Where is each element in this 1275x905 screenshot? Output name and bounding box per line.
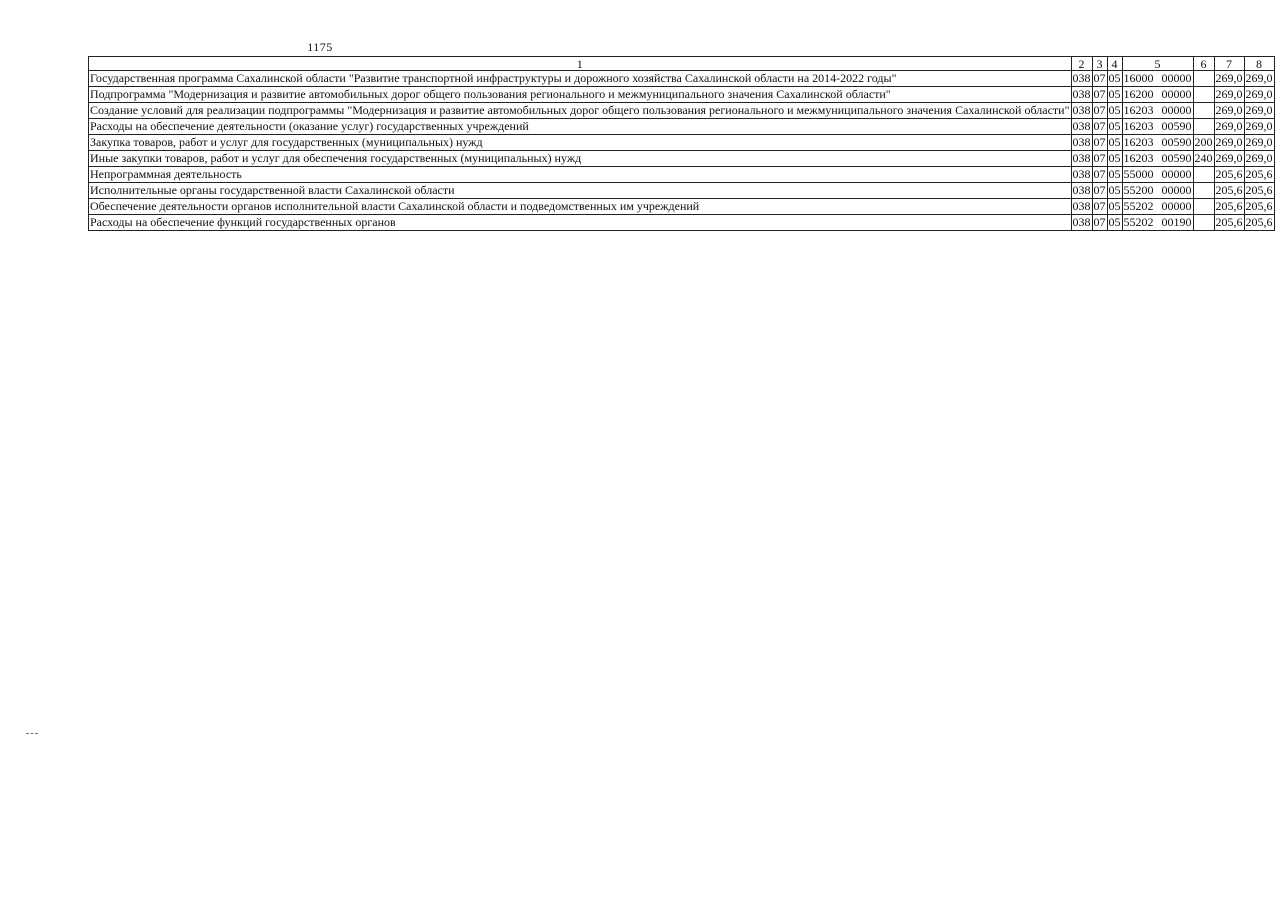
table-row — [89, 151, 1275, 167]
row-name: Создание условий для реализации подпрограммы "Модернизация и развитие автомобильных дорог общего пользования регионального и межмуниципального значения Сахалинской области" — [90, 103, 1070, 117]
table-row — [89, 199, 1275, 215]
target-article-direction: 00000 — [1161, 199, 1192, 213]
section-code: 07 — [1093, 135, 1106, 149]
grbs-code: 038 — [1072, 103, 1091, 117]
column-header: 2 — [1071, 57, 1092, 71]
row-name: Государственная программа Сахалинской области "Развитие транспортной инфраструктуры и дорожного хозяйства Сахалинской области на 2014-2022 годы" — [89, 71, 1072, 87]
grbs-code: 038 — [1072, 71, 1091, 85]
target-article-program: 16203 — [1123, 103, 1154, 117]
target-article — [1122, 199, 1193, 215]
target-article — [1122, 215, 1193, 231]
amount-col7: 269,0 — [1215, 119, 1243, 133]
target-article-program: 16203 — [1123, 119, 1154, 133]
column-header: 4 — [1107, 57, 1122, 71]
amount-col8: 205,6 — [1245, 167, 1273, 181]
target-article-program: 55200 — [1123, 183, 1154, 197]
budget-table — [88, 56, 1275, 231]
subsection-code: 05 — [1108, 135, 1121, 149]
grbs-code: 038 — [1072, 119, 1091, 133]
amount-col7: 205,6 — [1215, 199, 1243, 213]
grbs-code: 038 — [1072, 167, 1091, 181]
amount-col7: 269,0 — [1215, 135, 1243, 149]
table-row — [89, 87, 1275, 103]
page-number: 1175 — [307, 40, 333, 54]
row-name: Исполнительные органы государственной власти Сахалинской области — [89, 183, 1072, 199]
column-header: 7 — [1214, 57, 1244, 71]
target-article-direction: 00000 — [1161, 71, 1192, 85]
column-header: 8 — [1244, 57, 1274, 71]
table-row — [89, 103, 1275, 119]
table-row — [89, 71, 1275, 87]
row-name: Иные закупки товаров, работ и услуг для обеспечения государственных (муниципальных) нужд — [89, 151, 1072, 167]
section-code: 07 — [1093, 103, 1106, 117]
expense-type — [1193, 71, 1214, 87]
expense-type — [1193, 103, 1214, 119]
grbs-code: 038 — [1072, 135, 1091, 149]
subsection-code: 05 — [1108, 183, 1121, 197]
amount-col8: 269,0 — [1245, 103, 1273, 117]
section-code: 07 — [1093, 167, 1106, 181]
target-article-program: 55000 — [1123, 167, 1154, 181]
table-row — [89, 119, 1275, 135]
row-name: Подпрограмма "Модернизация и развитие автомобильных дорог общего пользования регионального и межмуниципального значения Сахалинской области" — [89, 87, 1072, 103]
expense-type — [1193, 215, 1214, 231]
target-article-direction: 00190 — [1161, 215, 1192, 229]
grbs-code: 038 — [1072, 87, 1091, 101]
amount-col8: 269,0 — [1245, 87, 1273, 101]
expense-type — [1193, 87, 1214, 103]
column-header: 3 — [1092, 57, 1107, 71]
table-row — [89, 215, 1275, 231]
row-name: Обеспечение деятельности органов исполнительной власти Сахалинской области и подведомственных им учреждений — [89, 199, 1072, 215]
target-article — [1122, 103, 1193, 119]
row-name: Закупка товаров, работ и услуг для государственных (муниципальных) нужд — [89, 135, 1072, 151]
table-row — [89, 183, 1275, 199]
target-article — [1122, 87, 1193, 103]
expense-type — [1193, 119, 1214, 135]
target-article — [1122, 71, 1193, 87]
target-article-program: 16203 — [1123, 151, 1154, 165]
amount-col8: 205,6 — [1245, 199, 1273, 213]
column-header: 6 — [1193, 57, 1214, 71]
target-article-direction: 00000 — [1161, 183, 1192, 197]
target-article-direction: 00000 — [1161, 103, 1192, 117]
target-article-program: 55202 — [1123, 215, 1154, 229]
expense-type — [1193, 167, 1214, 183]
target-article — [1122, 119, 1193, 135]
expense-type — [1193, 199, 1214, 215]
target-article — [1122, 167, 1193, 183]
row-name: Расходы на обеспечение функций государственных органов — [89, 215, 1072, 231]
subsection-code: 05 — [1108, 151, 1121, 165]
subsection-code: 05 — [1108, 167, 1121, 181]
amount-col7: 269,0 — [1215, 103, 1243, 117]
expense-type — [1193, 183, 1214, 199]
row-name: Непрограммная деятельность — [89, 167, 1072, 183]
target-article — [1122, 135, 1193, 151]
amount-col8: 205,6 — [1245, 183, 1273, 197]
amount-col7: 269,0 — [1215, 151, 1243, 165]
subsection-code: 05 — [1108, 103, 1121, 117]
amount-col7: 269,0 — [1215, 71, 1243, 85]
section-code: 07 — [1093, 183, 1106, 197]
target-article-direction: 00000 — [1161, 167, 1192, 181]
grbs-code: 038 — [1072, 151, 1091, 165]
table-row — [89, 135, 1275, 151]
expense-type: 240 — [1194, 151, 1213, 165]
target-article-direction: 00000 — [1161, 87, 1192, 101]
target-article-direction: 00590 — [1161, 119, 1192, 133]
target-article-program: 55202 — [1123, 199, 1154, 213]
amount-col8: 269,0 — [1245, 119, 1273, 133]
subsection-code: 05 — [1108, 215, 1121, 229]
header-row — [89, 57, 1275, 71]
column-header: 1 — [89, 57, 1072, 71]
scan-artifact-mark — [26, 733, 38, 734]
target-article-direction: 00590 — [1161, 151, 1192, 165]
amount-col7: 269,0 — [1215, 87, 1243, 101]
subsection-code: 05 — [1108, 87, 1121, 101]
target-article-program: 16203 — [1123, 135, 1154, 149]
section-code: 07 — [1093, 199, 1106, 213]
section-code: 07 — [1093, 71, 1106, 85]
target-article-program: 16000 — [1123, 71, 1154, 85]
target-article-direction: 00590 — [1161, 135, 1192, 149]
section-code: 07 — [1093, 87, 1106, 101]
amount-col7: 205,6 — [1215, 167, 1243, 181]
row-name: Расходы на обеспечение деятельности (оказание услуг) государственных учреждений — [89, 119, 1072, 135]
subsection-code: 05 — [1108, 71, 1121, 85]
section-code: 07 — [1093, 151, 1106, 165]
amount-col8: 269,0 — [1245, 135, 1273, 149]
target-article — [1122, 151, 1193, 167]
amount-col7: 205,6 — [1215, 183, 1243, 197]
amount-col7: 205,6 — [1215, 215, 1243, 229]
grbs-code: 038 — [1072, 183, 1091, 197]
table-row — [89, 167, 1275, 183]
grbs-code: 038 — [1072, 199, 1091, 213]
target-article — [1122, 183, 1193, 199]
amount-col8: 269,0 — [1245, 71, 1273, 85]
grbs-code: 038 — [1072, 215, 1091, 229]
subsection-code: 05 — [1108, 199, 1121, 213]
subsection-code: 05 — [1108, 119, 1121, 133]
amount-col8: 269,0 — [1245, 151, 1273, 165]
section-code: 07 — [1093, 119, 1106, 133]
target-article-program: 16200 — [1123, 87, 1154, 101]
section-code: 07 — [1093, 215, 1106, 229]
column-header: 5 — [1122, 57, 1193, 71]
expense-type: 200 — [1194, 135, 1213, 149]
amount-col8: 205,6 — [1245, 215, 1273, 229]
